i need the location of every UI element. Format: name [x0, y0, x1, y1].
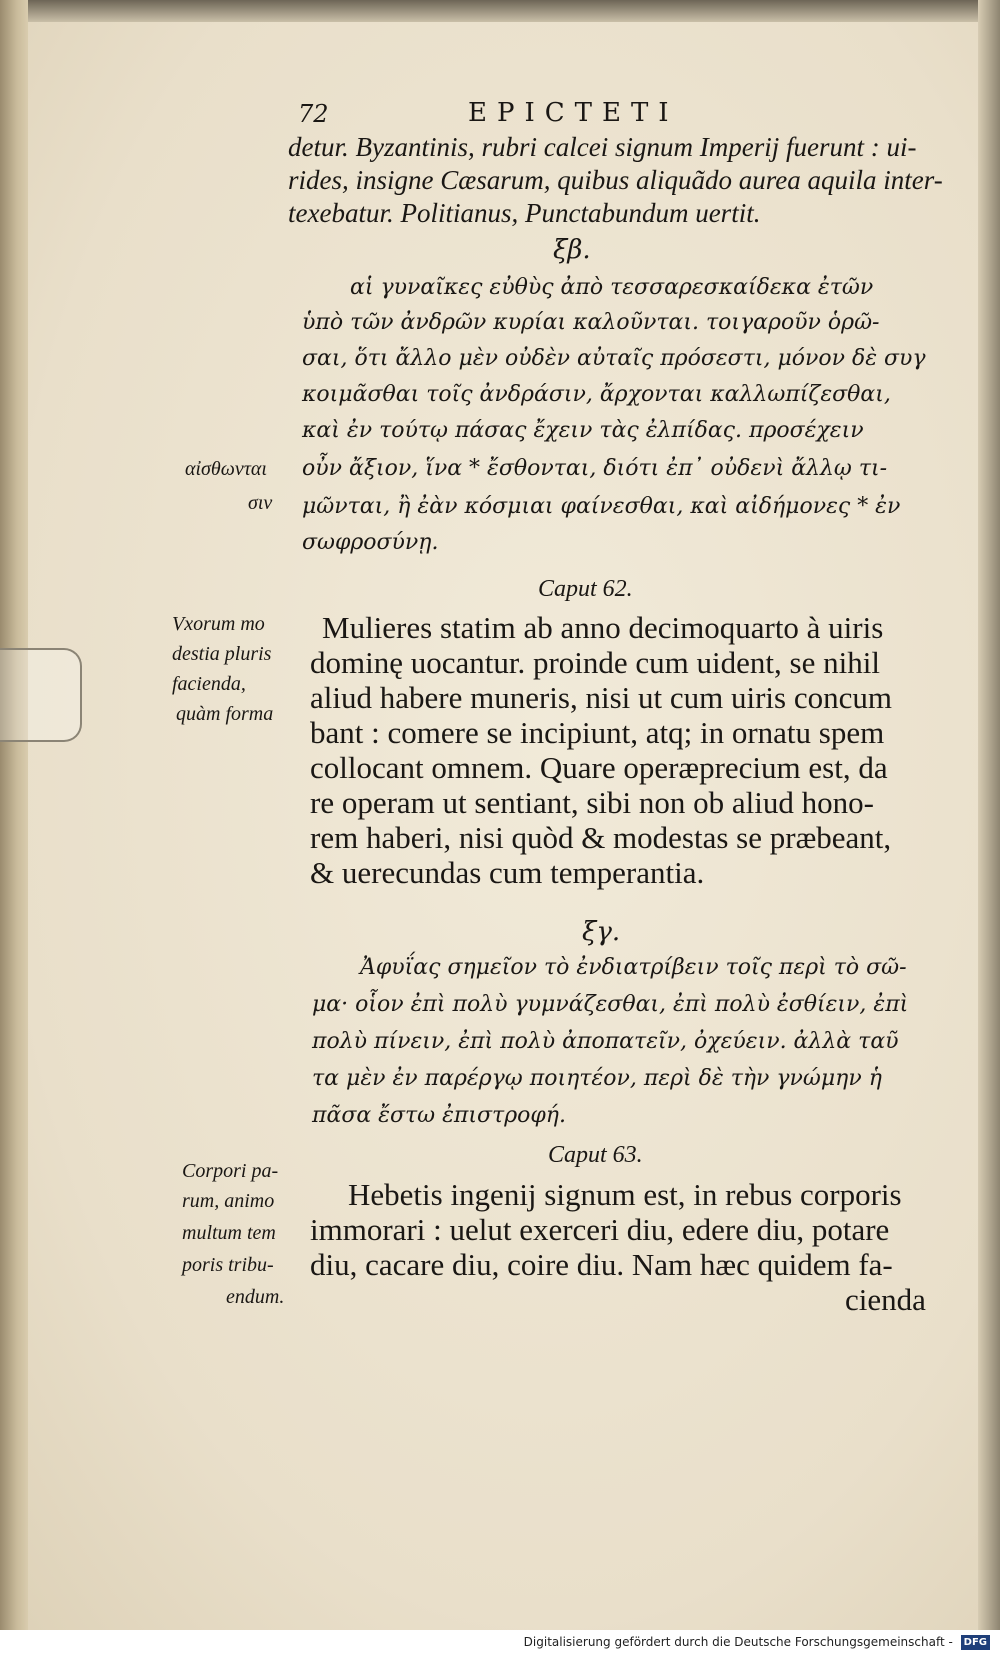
- page-right-edge: [978, 0, 1000, 1630]
- caput-62-heading: Caput 62.: [538, 576, 633, 602]
- intro-line: texebatur. Politianus, Punctabundum uertit.: [288, 198, 761, 228]
- margin-note-63: endum.: [226, 1286, 285, 1308]
- section-62-greek-line: ὑπὸ τῶν ἀνδρῶν κυρίαι καλοῦνται. τοιγαροῦν ὁρῶ-: [302, 310, 880, 335]
- footer-text: Digitalisierung gefördert durch die Deutsche Forschungsgemeinschaft -: [523, 1635, 953, 1649]
- section-62-greek-line: αἱ γυναῖκες εὐθὺς ἀπὸ τεσσαρεσκαίδεκα ἐτῶν: [350, 275, 874, 300]
- greek-margin-note: σιν: [248, 492, 273, 514]
- margin-note-62: destia pluris: [172, 643, 272, 665]
- margin-note-63: rum, animo: [182, 1190, 275, 1212]
- greek-margin-note: αἰσθωνται: [185, 458, 267, 480]
- section-62-greek-line: κοιμᾶσθαι τοῖς ἀνδράσιν, ἄρχονται καλλωπίζεσθαι,: [302, 382, 891, 407]
- caput-62-line: bant : comere se incipiunt, atq; in ornatu spem: [310, 715, 885, 750]
- caput-62-line: aliud habere muneris, nisi ut cum uiris concum: [310, 680, 892, 715]
- section-63-greek-line: Ἀφυΐας σημεῖον τὸ ἐνδιατρίβειν τοῖς περὶ τὸ σῶ-: [360, 955, 907, 980]
- margin-note-62: Vxorum mo: [172, 613, 265, 635]
- intro-line: detur. Byzantinis, rubri calcei signum Imperij fuerunt : ui-: [288, 132, 917, 162]
- caput-62-line: rem haberi, nisi quòd & modestas se præbeant,: [310, 820, 892, 855]
- section-62-greek-line: μῶνται, ἢ ἐὰν κόσμιαι φαίνεσθαι, καὶ αἰδήμονες * ἐν: [302, 494, 901, 519]
- margin-note-63: Corpori pa-: [182, 1160, 279, 1182]
- margin-note-63: poris tribu-: [182, 1254, 274, 1276]
- margin-note-63: multum tem: [182, 1222, 276, 1244]
- margin-note-62: quàm forma: [176, 703, 274, 725]
- caput-63-line: Hebetis ingenij signum est, in rebus corporis: [348, 1177, 902, 1212]
- section-62-greek-line: καὶ ἐν τούτῳ πάσας ἔχειν τὰς ἐλπίδας. προσέχειν: [302, 418, 864, 443]
- caput-63-heading: Caput 63.: [548, 1142, 643, 1168]
- section-62-greek-line: σωφροσύνῃ.: [302, 530, 439, 555]
- catchword: cienda: [845, 1282, 926, 1317]
- page-top-shadow: [0, 0, 1000, 22]
- caput-62-line: collocant omnem. Quare operæprecium est, da: [310, 750, 888, 785]
- bookmark-tab: [0, 648, 82, 742]
- dfg-logo: DFG: [961, 1635, 990, 1650]
- running-head: EPICTETI: [468, 98, 679, 128]
- intro-line: rides, insigne Cæsarum, quibus aliquãdo aurea aquila inter-: [288, 165, 943, 195]
- caput-63-line: diu, cacare diu, coire diu. Nam hæc quidem fa-: [310, 1247, 893, 1282]
- section-63-greek-line: πολὺ πίνειν, ἐπὶ πολὺ ἀποπατεῖν, ὀχεύειν. ἀλλὰ ταῦ: [312, 1029, 899, 1054]
- caput-62-line: dominę uocantur. proinde cum uident, se nihil: [310, 645, 880, 680]
- section-62-greek-line: οὖν ἄξιον, ἵνα * ἔσθονται, διότι ἐπ᾽ οὐδενὶ ἄλλῳ τι-: [302, 456, 888, 481]
- section-63-greek-line: πᾶσα ἔστω ἐπιστροφή.: [312, 1103, 566, 1128]
- caput-62-line: & uerecundas cum temperantia.: [310, 855, 705, 890]
- section-62-greek-line: σαι, ὅτι ἄλλο μὲν οὐδὲν αὐταῖς πρόσεστι, μόνον δὲ συγ: [302, 346, 926, 371]
- caput-63-line: immorari : uelut exerceri diu, edere diu, potare: [310, 1212, 890, 1247]
- caput-62-line: re operam ut sentiant, sibi non ob aliud hono-: [310, 785, 874, 820]
- page-number: 72: [298, 100, 329, 128]
- caput-62-line: Mulieres statim ab anno decimoquarto à uiris: [322, 610, 884, 645]
- section-62-number: ξβ.: [553, 235, 591, 265]
- section-63-greek-line: τα μὲν ἐν παρέργῳ ποιητέον, περὶ δὲ τὴν γνώμην ἡ: [312, 1066, 882, 1091]
- digitization-footer: [0, 1630, 1000, 1654]
- margin-note-62: facienda,: [172, 673, 246, 695]
- book-spine: [0, 0, 28, 1630]
- section-63-number: ξγ.: [582, 917, 621, 947]
- section-63-greek-line: μα· οἷον ἐπὶ πολὺ γυμνάζεσθαι, ἐπὶ πολὺ ἐσθίειν, ἐπὶ: [312, 992, 909, 1017]
